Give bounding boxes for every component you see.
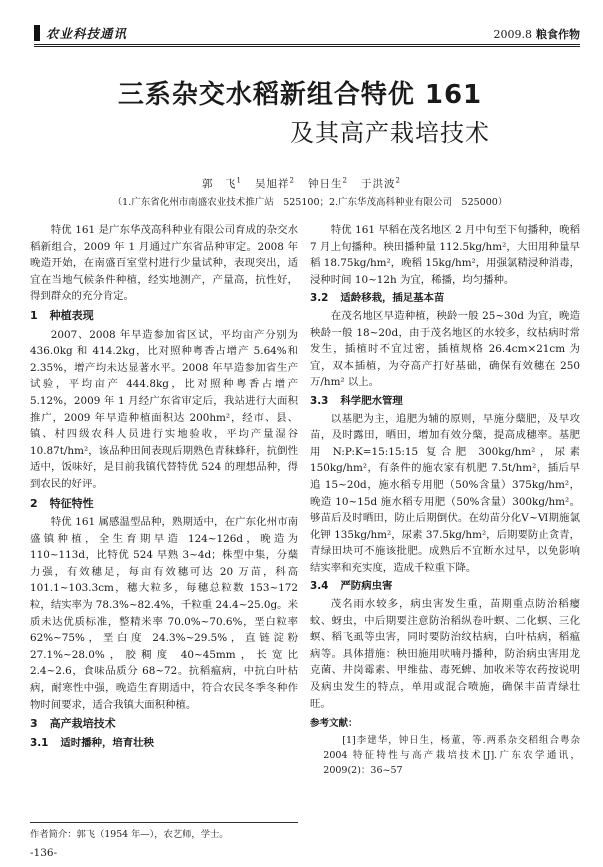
- subsection-heading: [310, 393, 580, 410]
- author: 吴旭祥: [255, 178, 290, 190]
- subsection-number: 3.2: [310, 292, 329, 305]
- footnote-rule: [30, 822, 298, 823]
- title-line-1: 三系杂交水稻新组合特优 161: [117, 80, 483, 110]
- author-affil-mark: 1: [236, 176, 242, 185]
- section-number: 1: [30, 308, 38, 322]
- running-header: [34, 24, 580, 44]
- journal-name: 农业科技通讯: [46, 26, 128, 41]
- subsection-heading: [310, 290, 580, 307]
- page-number: -136-: [30, 847, 58, 859]
- title-line-2: 及其高产栽培技术: [290, 119, 490, 147]
- issue-number: 2009.8: [493, 28, 532, 41]
- issue-info: [494, 26, 581, 42]
- affiliation: （1.广东省化州市南盛农业技术推广站 525100；2.广东华茂高科种业有限公司 525000）: [112, 197, 508, 208]
- subsection-heading: [310, 578, 580, 595]
- author: 郭 飞: [202, 178, 237, 190]
- author: 钟日生: [308, 178, 343, 190]
- subsection-title: 适龄移栽，插足基本苗: [340, 292, 445, 305]
- section-name: 粮食作物: [536, 28, 580, 41]
- subsection-title: 科学肥水管理: [340, 394, 403, 407]
- section-title: 种植表现: [49, 308, 94, 322]
- right-column: [310, 222, 580, 778]
- subsection-heading: [30, 735, 298, 752]
- header-rule: [34, 44, 580, 45]
- section-paragraph: 在茂名地区早造种植，秧龄一般 25~30d 为宜，晚造秧龄一般 18~20d，由于茂名地区的水较多，纹枯病时常发生，插植时不宜过密，插植规格 26.4cm×21cm 为宜，双本插植，为夺高产打好基础，确保有效穗在 250 万/hm² 以上。: [310, 309, 580, 389]
- author: 于洪波: [360, 178, 396, 190]
- section-paragraph: 茂名雨水较多，病虫害发生重，苗期重点防治稻瘿蚊、蚜虫，中后期要注意防治稻纵卷叶螟、二化螟、三化螟、稻飞虱等虫害，同时要防治纹枯病，白叶枯病，稻瘟病等。具体措施：秧田施用吠喃丹播种，防治病虫害用龙克菌、井岗霉素、甲维盐、毒死蜱、加收米等农药按说明及病虫发生的特点，单用或混合喷施，确保丰苗青绿壮旺。: [310, 598, 580, 710]
- header-mark: [34, 25, 40, 41]
- author-affil-mark: 2: [395, 176, 401, 185]
- author-list: [0, 176, 603, 191]
- section-number: 3: [30, 717, 38, 731]
- subsection-number: 3.1: [30, 736, 49, 749]
- section-paragraph: 特优 161 早稻在茂名地区 2 月中旬至下旬播种，晚稻 7 月上旬播种。秧田播种量 112.5kg/hm²，大田用种量早稻 18.75kg/hm²，晚稻 15kg/hm²，用强氯精浸种消毒，浸种时间 10~12h 为宜，稀播，均匀播种。: [310, 224, 580, 286]
- intro-paragraph: 特优 161 是广东华茂高科种业有限公司育成的杂交水稻新组合，2009 年 1 月通过广东省品种审定。2008 年晚造开始，在南盛百室堂村进行少量试种，表现突出，适宜在当地气候条件种植，经实地测产，产量高，抗性好，得到群众的充分肯定。: [30, 224, 298, 303]
- author-affil-mark: 2: [289, 176, 295, 185]
- left-column: [30, 222, 298, 752]
- header-rule-thin: [34, 46, 580, 47]
- subsection-number: 3.4: [310, 580, 329, 593]
- subsection-title: 严防病虫害: [340, 580, 393, 593]
- section-title: 特征特性: [49, 496, 94, 510]
- reference-item: [1]李建华，钟日生，杨董，等.两系杂交稻组合粤杂 2004 特征特性与高产栽培技术[J].广东农学通讯，2009(2)：36~57: [323, 734, 580, 776]
- author-affil-mark: 2: [342, 176, 348, 185]
- subsection-number: 3.3: [310, 394, 329, 407]
- section-heading: [30, 308, 298, 325]
- section-paragraph: 特优 161 属感温型品种，熟期适中，在广东化州市南盛镇种植，全生育期早造 124~126d，晚造为 110~113d，比特优 524 早熟 3~4d；株型中集，分蘖力强，有效穗足，每亩有效穗可达 20 万苗，科高 101.1~103.3cm，穗大粒多，每穗总粒数 153~172 粒，结实率为 78.3%~82.4%，千粒重 24.4~25.0g。米质未达优质标准，整精米率 70.0%~70.6%，垩白粒率 62%~75%，垩白度 24.3%~29.5%，直链淀粉 27.1%~28.0%，胶稠度 40~45mm，长宽比 2.4~2.6，食味品质分 68~72。抗稻瘟病，中抗白叶枯病，耐寒性中强，晚造生育期适中，符合农民冬季冬种作物时间要求，适合我镇大面积种植。: [30, 516, 298, 711]
- section-title: 高产栽培技术: [49, 717, 116, 731]
- section-paragraph: 以基肥为主，追肥为辅的原则，早施分蘖肥，及早攻苗，及时露田，晒田，增加有效分蘖，提高成穗率。基肥用 N:P:K=15:15:15 复合肥 300kg/hm²，尿素 150kg/hm²，有条件的施农家有机肥 7.5t/hm²，插后早追 15~20d，施水稻专用肥（50%含量）375kg/hm²，晚造 10~15d 施水稻专用肥（50%含量）300kg/hm²。够苗后及时晒田，防止后期倒伏。在幼苗分化Ⅴ~Ⅵ期施氯化钾 135kg/hm²，尿素 37.5kg/hm²，后期要防止贪青，青绿田块可不施该批肥。成熟后不宜断水过早，以免影响结实率和充实度，造成千粒重下降。: [310, 412, 580, 574]
- section-heading: [30, 716, 298, 733]
- section-heading: [30, 496, 298, 513]
- subsection-title: 适时播种，培育壮秧: [60, 736, 154, 749]
- section-paragraph: 2007、2008 年早造参加省区试，平均亩产分别为 436.0kg 和 414.2kg，比对照种粤香占增产 5.64%和 2.35%，增产均未达显著水平。2008 年早造参加省生产试验，平均亩产 444.8kg，比对照种粤香占增产 5.12%，2009 年 1 月经广东省审定后，我站进行大面积推广，2009 年早造种植面积达 200hm²，经市、县、镇、村四级农科人员进行实地验收，平均产量湿谷 10.87t/hm²，该品种田间表现后期熟色青秣蜂秆，抗倒性适中，饭味好，是目前我镇代替特优 524 的理想品种，得到农民的好评。: [30, 328, 298, 490]
- references-heading: 参考文献：: [310, 718, 358, 730]
- section-number: 2: [30, 496, 38, 510]
- author-footnote: 作者简介：郭飞（1954 年—），农艺师，学士。: [30, 829, 229, 840]
